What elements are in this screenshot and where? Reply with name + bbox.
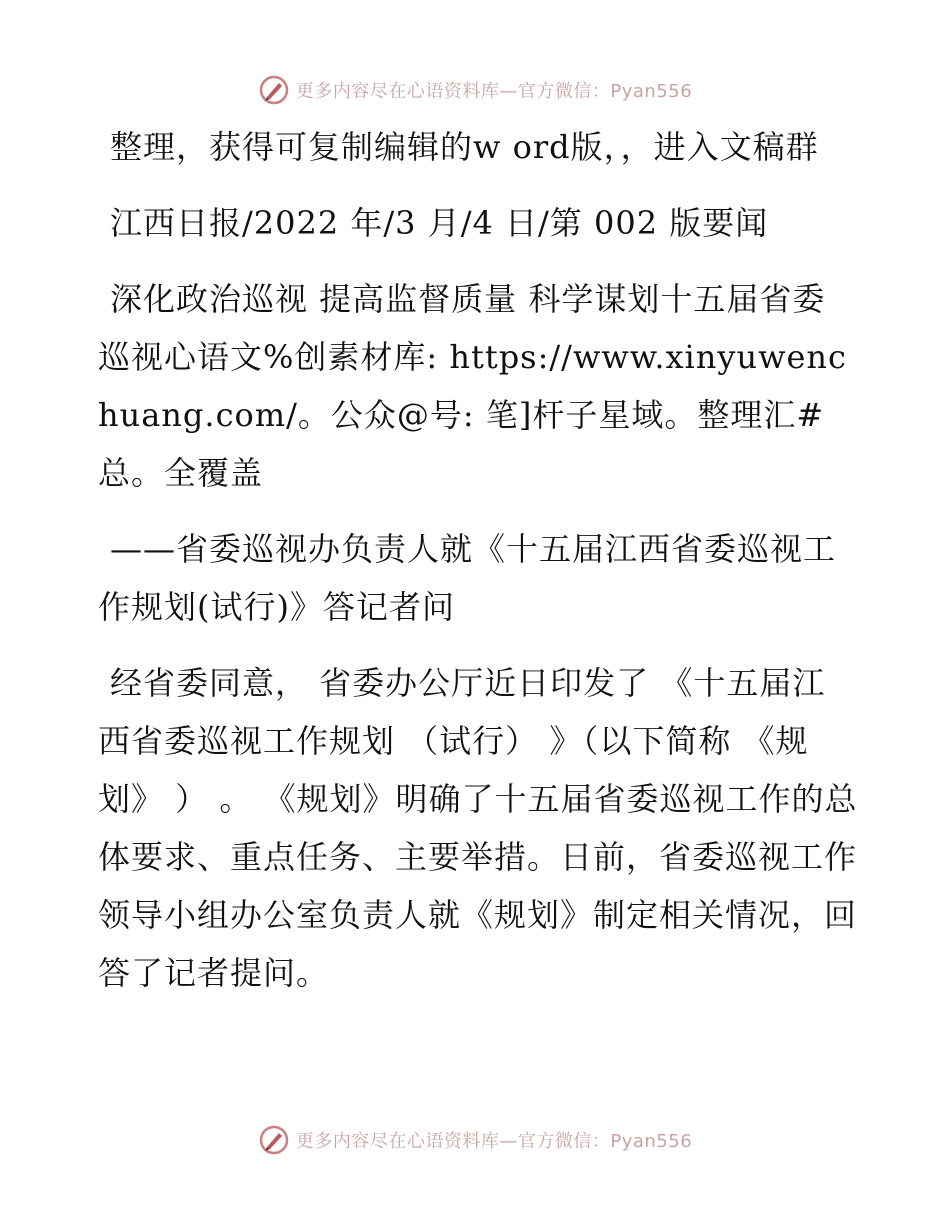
watermark-text: 更多内容尽在心语资料库—官方微信：Pyan556: [295, 1131, 693, 1152]
header-watermark: [0, 72, 950, 108]
footer-watermark: [0, 1122, 950, 1158]
source-line: 江西日报/2022 年/3 月/4 日/第 002 版要闻: [110, 204, 769, 242]
body-paragraph: 经省委同意， 省委办公厅近日印发了 《十五届江西省委巡视工作规划 （试行） 》（以下简称 《规划》 ） 。 《规划》明确了十五届省委巡视工作的总体要求、重点任务、主要举措。日前，省委巡视工作领导小组办公室负责人就《规划》制定相关情况，回答了记者提问。: [98, 664, 858, 992]
watermark-text: 更多内容尽在心语资料库—官方微信：Pyan556: [295, 81, 693, 102]
intro-paragraph: 整理，获得可复制编辑的w ord版，，进入文稿群: [110, 128, 819, 166]
pen-logo-icon: [258, 74, 290, 106]
article-subtitle: ——省委巡视办负责人就《十五届江西省委巡视工作规划(试行)》答记者问: [98, 530, 837, 626]
article-title: 深化政治巡视 提高监督质量 科学谋划十五届省委巡视心语文%创素材库: https://www.xinyuwenchuang.com/。公众@号: 笔]杆子星域。整理汇#总。全覆盖: [98, 280, 847, 492]
pen-logo-icon: [258, 1124, 290, 1156]
document-body: [98, 118, 858, 1020]
